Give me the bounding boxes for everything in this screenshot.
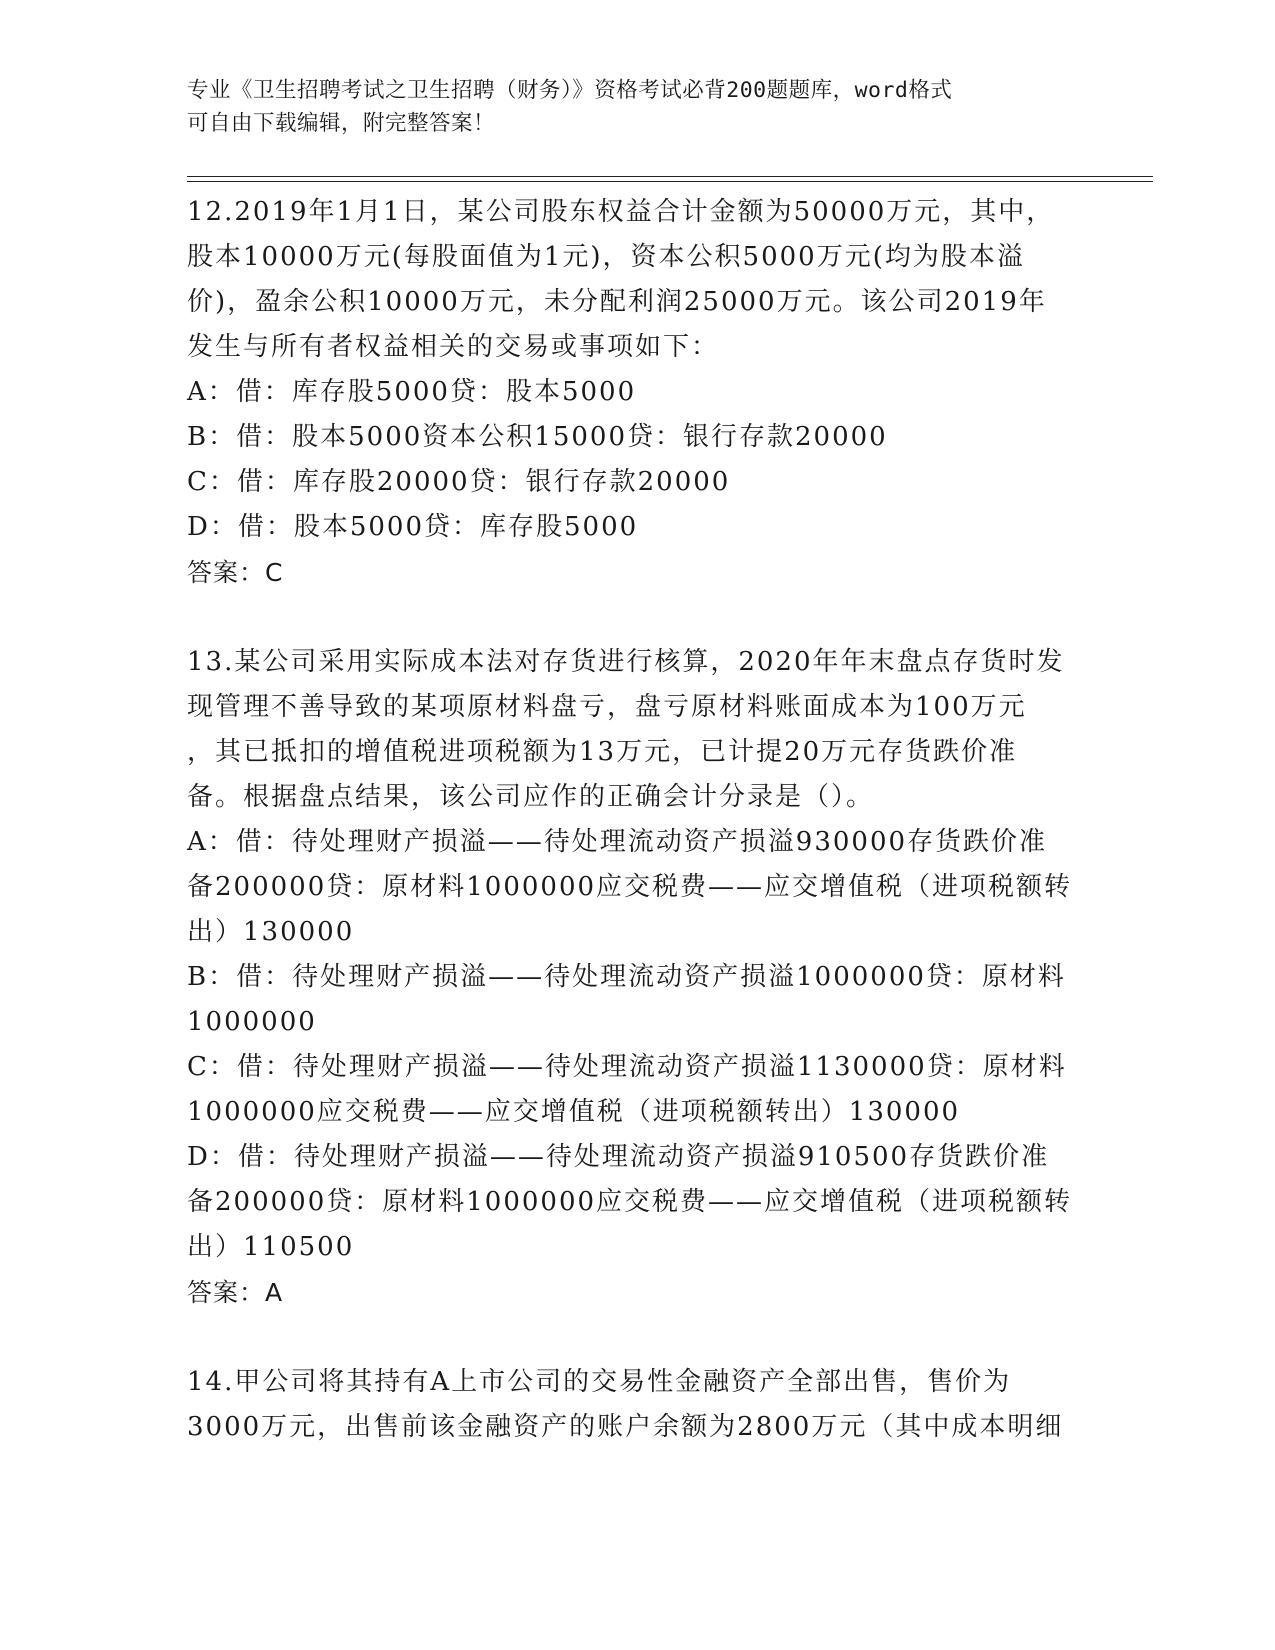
stem-line: 备。根据盘点结果，该公司应作的正确会计分录是（）。 xyxy=(187,782,875,812)
stem-line: 13.某公司采用实际成本法对存货进行核算，2020年年末盘点存货时发 xyxy=(187,647,1065,677)
stem-line: 现管理不善导致的某项原材料盘亏，盘亏原材料账面成本为100万元 xyxy=(187,692,1027,722)
option-line: 出）130000 xyxy=(187,917,355,947)
option-c xyxy=(187,1045,1077,1135)
option-line: 备200000贷：原材料1000000应交税费——应交增值税（进项税额转 xyxy=(187,1187,1073,1217)
option-line: 出）110500 xyxy=(187,1232,355,1262)
stem-line: ，其已抵扣的增值税进项税额为13万元，已计提20万元存货跌价准 xyxy=(187,737,1018,767)
page-header xyxy=(187,74,1087,140)
question-stem xyxy=(187,640,1077,820)
answer: 答案：A xyxy=(187,1278,284,1307)
option-b: B：借：股本5000资本公积15000贷：银行存款20000 xyxy=(187,422,888,452)
answer: 答案：C xyxy=(187,558,284,587)
stem-line: 12.2019年1月1日，某公司股东权益合计金额为50000万元，其中， xyxy=(187,197,1055,227)
option-a xyxy=(187,820,1077,955)
question-spacer xyxy=(187,1315,1077,1360)
question-13 xyxy=(187,640,1077,1315)
header-double-rule xyxy=(187,176,1153,182)
option-line: 备200000贷：原材料1000000应交税费——应交增值税（进项税额转 xyxy=(187,872,1073,902)
option-line: 1000000应交税费——应交增值税（进项税额转出）130000 xyxy=(187,1097,961,1127)
option-line: C：借：待处理财产损溢——待处理流动资产损溢1130000贷：原材料 xyxy=(187,1052,1067,1082)
option-line: D：借：待处理财产损溢——待处理流动资产损溢910500存货跌价准 xyxy=(187,1142,1050,1172)
option-line: 1000000 xyxy=(187,1007,317,1037)
option-d: D：借：股本5000贷：库存股5000 xyxy=(187,512,639,542)
question-spacer xyxy=(187,595,1077,640)
option-line: B：借：待处理财产损溢——待处理流动资产损溢1000000贷：原材料 xyxy=(187,962,1066,992)
stem-line: 价)，盈余公积10000万元，未分配利润25000万元。该公司2019年 xyxy=(187,287,1047,317)
header-line-1: 专业《卫生招聘考试之卫生招聘（财务）》资格考试必背200题题库，word格式 xyxy=(187,78,953,103)
question-12 xyxy=(187,190,1077,595)
stem-line: 发生与所有者权益相关的交易或事项如下： xyxy=(187,332,720,362)
document-body xyxy=(187,190,1077,1450)
option-line: A：借：待处理财产损溢——待处理流动资产损溢930000存货跌价准 xyxy=(187,827,1048,857)
stem-line: 3000万元，出售前该金融资产的账户余额为2800万元（其中成本明细 xyxy=(187,1412,1064,1442)
option-c: C：借：库存股20000贷：银行存款20000 xyxy=(187,467,731,497)
stem-line: 股本10000万元(每股面值为1元)，资本公积5000万元(均为股本溢 xyxy=(187,242,1025,272)
header-line-2: 可自由下载编辑，附完整答案！ xyxy=(187,111,496,136)
question-stem xyxy=(187,1360,1077,1450)
option-d xyxy=(187,1135,1077,1270)
question-14 xyxy=(187,1360,1077,1450)
option-a: A：借：库存股5000贷：股本5000 xyxy=(187,377,637,407)
stem-line: 14.甲公司将其持有A上市公司的交易性金融资产全部出售，售价为 xyxy=(187,1367,1012,1397)
option-b xyxy=(187,955,1077,1045)
question-stem xyxy=(187,190,1077,370)
